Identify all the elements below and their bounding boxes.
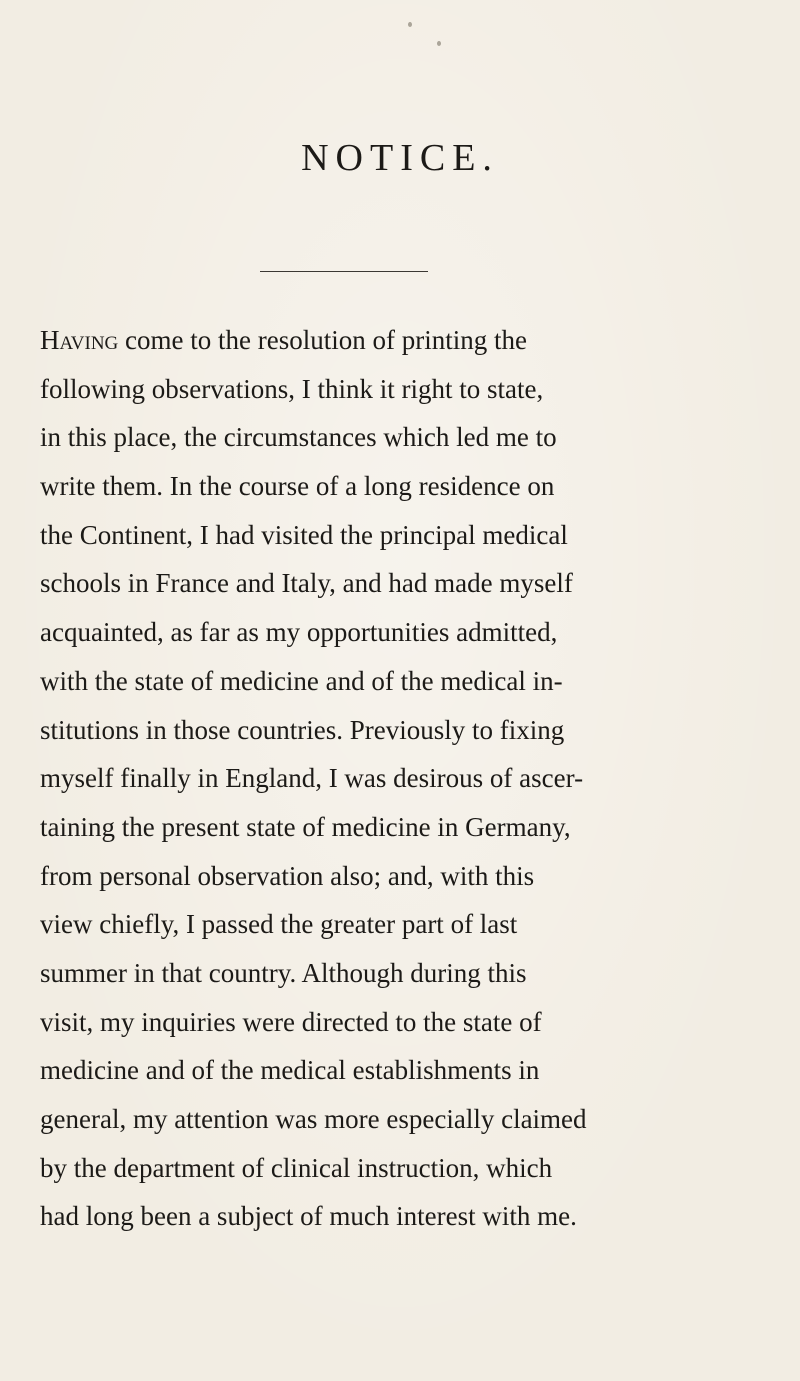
ink-speck <box>437 41 441 46</box>
text-line: with the state of medicine and of the medical in- <box>40 665 563 696</box>
text-line: from personal observation also; and, with this <box>40 860 535 891</box>
lead-word: Having <box>40 325 119 355</box>
divider-rule <box>260 271 428 272</box>
text-line: myself finally in England, I was desirous of ascer- <box>40 763 584 794</box>
text-line: following observations, I think it right to state, <box>40 373 544 404</box>
page-heading: NOTICE. <box>301 137 499 179</box>
text-line <box>40 316 770 365</box>
text-line: stitutions in those countries. Previously to fixing <box>40 714 565 745</box>
text-line: taining the present state of medicine in Germany, <box>40 811 571 842</box>
ink-speck <box>408 22 412 27</box>
text-line: acquainted, as far as my opportunities admitted, <box>40 617 558 648</box>
text-line: general, my attention was more especially claimed <box>40 1104 587 1134</box>
notice-body <box>40 316 770 1241</box>
text-line: write them. In the course of a long residence on <box>40 471 555 502</box>
text-line: view chiefly, I passed the greater part of last <box>40 909 518 940</box>
text-line: medicine and of the medical establishments in <box>40 1055 540 1086</box>
text-line: the Continent, I had visited the principal medical <box>40 519 568 550</box>
text-line: in this place, the circumstances which led me to <box>40 422 557 453</box>
text-line-content: come to the resolution of printing the <box>118 325 527 355</box>
text-line: schools in France and Italy, and had made myself <box>40 568 573 599</box>
text-line: had long been a subject of much interest with me. <box>40 1201 577 1232</box>
text-line: by the department of clinical instruction, which <box>40 1152 553 1183</box>
text-line: visit, my inquiries were directed to the state of <box>40 1006 542 1037</box>
text-line: summer in that country. Although during this <box>40 957 527 988</box>
